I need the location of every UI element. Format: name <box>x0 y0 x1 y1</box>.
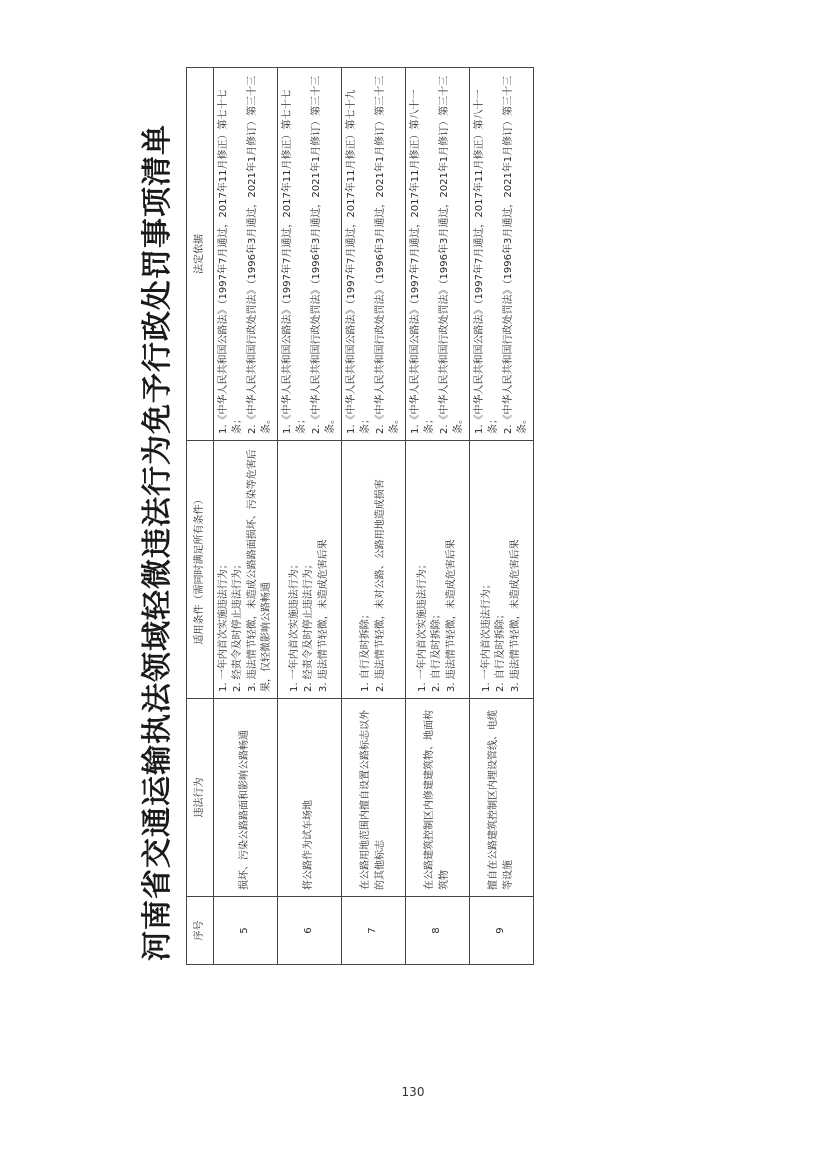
row-legal-basis <box>470 68 534 441</box>
row-legal-basis <box>278 68 342 441</box>
header-basis: 法定依据 <box>187 68 214 441</box>
row-behavior: 在公路用地范围内擅自设置公路标志以外的其他标志 <box>342 699 406 897</box>
row-seq: 6 <box>278 897 342 965</box>
row-conditions <box>278 441 342 699</box>
condition-item: 1. 一年内首次实施违法行为； <box>288 559 300 692</box>
condition-item: 2. 违法情节轻微，未对公路、公路用地造成损害 <box>374 479 386 692</box>
row-legal-basis <box>342 68 406 441</box>
basis-item: 1.《中华人民共和国公路法》（1997年7月通过，2017年11月修正）第七十九条； <box>345 89 371 434</box>
condition-item: 1. 一年内首次实施违法行为； <box>416 559 428 692</box>
row-behavior: 损坏、污染公路路面和影响公路畅通 <box>214 699 278 897</box>
row-behavior: 在公路建筑控制区内修建建筑物、地面构筑物 <box>406 699 470 897</box>
table-row <box>406 68 470 965</box>
row-conditions <box>406 441 470 699</box>
row-conditions <box>214 441 278 699</box>
condition-item: 1. 一年内首次实施违法行为； <box>217 559 229 692</box>
header-seq: 序号 <box>187 897 214 965</box>
penalty-exemption-table <box>186 67 534 965</box>
basis-item: 2.《中华人民共和国行政处罚法》（1996年3月通过，2021年1月修订）第三十三条。 <box>374 75 400 434</box>
row-behavior: 将公路作为试车场地 <box>278 699 342 897</box>
row-seq: 7 <box>342 897 406 965</box>
condition-item: 2. 自行及时拆除； <box>431 609 443 692</box>
condition-item: 1. 自行及时拆除； <box>360 609 371 692</box>
condition-item: 1. 一年内首次违法行为； <box>480 579 492 692</box>
page-title: 河南省交通运输执法领域轻微违法行为免予行政处罚事项清单 <box>140 124 175 961</box>
condition-item: 3. 违法情节轻微，未造成危害后果 <box>509 539 521 692</box>
row-seq: 8 <box>406 897 470 965</box>
table-row <box>278 68 342 965</box>
table-header-row <box>187 68 214 965</box>
basis-item: 2.《中华人民共和国行政处罚法》（1996年3月通过，2021年1月修订）第三十三条。 <box>310 75 336 434</box>
basis-item: 1.《中华人民共和国公路法》（1997年7月通过，2017年11月修正）第七十七条； <box>217 89 243 434</box>
row-legal-basis <box>406 68 470 441</box>
table-row <box>214 68 278 965</box>
table-row <box>470 68 534 965</box>
basis-item: 1.《中华人民共和国公路法》（1997年7月通过，2017年11月修正）第八十一条； <box>409 89 435 434</box>
condition-item: 3. 违法情节轻微，未造成危害后果 <box>445 539 457 692</box>
basis-item: 2.《中华人民共和国行政处罚法》（1996年3月通过，2021年1月修订）第三十三条。 <box>438 75 464 434</box>
condition-item: 2. 经责令及时停止违法行为； <box>232 559 243 692</box>
table-row <box>342 68 406 965</box>
header-conditions: 适用条件（需同时满足所有条件） <box>187 441 214 699</box>
row-seq: 5 <box>214 897 278 965</box>
condition-item: 3. 违法情节轻微，未造成危害后果 <box>317 539 329 692</box>
condition-item: 2. 经责令及时停止违法行为； <box>303 559 315 692</box>
basis-item: 2.《中华人民共和国行政处罚法》（1996年3月通过，2021年1月修订）第三十三条。 <box>502 75 528 434</box>
row-seq: 9 <box>470 897 534 965</box>
row-conditions <box>470 441 534 699</box>
page-number: 130 <box>401 1085 425 1099</box>
row-legal-basis <box>214 68 278 441</box>
basis-item: 1.《中华人民共和国公路法》（1997年7月通过，2017年11月修正）第七十七条； <box>281 89 307 434</box>
rotated-page <box>135 75 700 965</box>
basis-item: 2.《中华人民共和国行政处罚法》（1996年3月通过，2021年1月修订）第三十三条。 <box>246 75 272 434</box>
row-conditions <box>342 441 406 699</box>
row-behavior: 擅自在公路建筑控制区内埋设管线、电缆等设施 <box>470 699 534 897</box>
condition-item: 2. 自行及时拆除； <box>495 609 507 692</box>
condition-item: 3. 违法情节轻微，未造成公路路面损坏、污染等危害后果，仅轻微影响公路畅通 <box>246 449 272 692</box>
basis-item: 1.《中华人民共和国公路法》（1997年7月通过，2017年11月修正）第八十一条； <box>473 89 499 434</box>
header-behavior: 违法行为 <box>187 699 214 897</box>
